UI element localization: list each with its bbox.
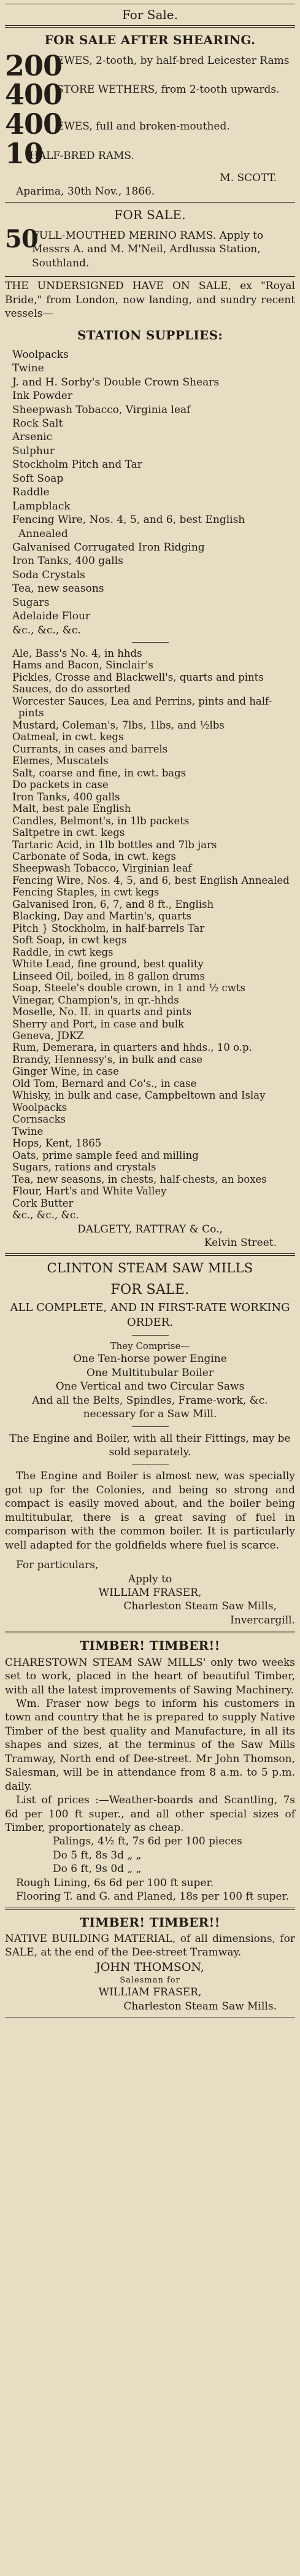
list-item: Stockholm Pitch and Tar — [12, 458, 142, 471]
list-item: Twine — [12, 362, 44, 375]
ad-item — [5, 224, 295, 270]
ad-signer: DALGETY, RATTRAY & Co., — [77, 1223, 223, 1236]
list-item: Moselle, No. II. in quarts and pints — [12, 1006, 192, 1018]
list-item: Geneva, JDKZ — [12, 1030, 84, 1042]
ad-body: Wm. Fraser now begs to inform his customers in town and country that he is prepared to supply Native Timber of the best quality and Manufacture, in all its shapes and sizes, at the terminus of the Saw Mills Tramway, North end of Dee-street. Mr John Thomson, Salesman, will be in attendance from 8 a.m. to 5 p.m. daily. — [5, 1698, 295, 1793]
list-item: Ale, Bass's No. 4, in hhds — [12, 648, 142, 659]
list-item: Sugars — [12, 596, 50, 609]
ad-contact-name: WILLIAM FRASER, — [98, 1986, 202, 1999]
list-item: Soap, Steele's double crown, in 1 and ½ cwts — [12, 982, 246, 994]
list-item: Oatmeal, in cwt. kegs — [12, 731, 124, 743]
ad-rough-lining: Rough Lining, 6s 6d per 100 ft super. — [16, 1876, 214, 1889]
list-item: Pitch } Stockholm, in half-barrels Tar — [12, 922, 205, 934]
ad-item-qty: 50 — [5, 224, 38, 253]
ad-contact-town: Invercargill. — [230, 1614, 295, 1626]
ad-contact-place: Charleston Steam Saw Mills, — [123, 1600, 277, 1613]
price-list — [5, 1835, 295, 1876]
ad-heading: TIMBER! TIMBER!! — [80, 1914, 220, 1930]
comprise-heading: They Comprise— — [110, 1340, 190, 1352]
ad-item-qty: 200 — [5, 48, 63, 82]
ad-heading: STATION SUPPLIES: — [77, 328, 223, 343]
list-item: Arsenic — [12, 431, 53, 444]
section-heading: For Sale. — [122, 7, 178, 22]
list-item: Saltpetre in cwt. kegs — [12, 827, 125, 839]
list-item: Old Tom, Bernard and Co's., in case — [12, 1077, 197, 1089]
ad-timber-charestown — [5, 1633, 295, 1907]
list-item: Galvanised Iron, 6, 7, and 8 ft., English — [12, 898, 214, 910]
list-item: Fencing Wire, Nos. 4, 5, and 6, best English Annealed — [12, 514, 245, 540]
ad-heading: FOR SALE. — [114, 207, 186, 223]
ad-dateline: Aparima, 30th Nov., 1866. — [16, 185, 155, 198]
price-item: Do 5 ft, 8s 3d „ „ — [53, 1849, 142, 1862]
list-item: Iron Tanks, 400 galls — [12, 555, 123, 568]
ad-contact-place: Charleston Steam Saw Mills. — [123, 2000, 277, 2013]
short-divider — [132, 642, 169, 643]
list-item: Raddle, in cwt kegs — [12, 946, 113, 958]
list-item: Malt, best pale English — [12, 803, 131, 815]
list-item: Sugars, rations and crystals — [12, 1161, 156, 1174]
ad-role: Salesman for — [120, 1975, 180, 1985]
list-item: Rum, Demerara, in quarters and hhds., 10 o.p. — [12, 1042, 252, 1054]
list-item: Ginger Wine, in case — [12, 1066, 119, 1078]
list-item: Oats, prime sample feed and milling — [12, 1149, 199, 1161]
list-item: &c., &c., &c. — [12, 1209, 79, 1221]
comprise-item: One Vertical and two Circular Saws — [55, 1380, 245, 1393]
ad-station-supplies — [5, 277, 295, 1253]
ad-item — [5, 107, 295, 141]
list-item: Brandy, Hennessy's, in bulk and case — [12, 1053, 203, 1066]
list-item: Worcester Sauces, Lea and Perrins, pints and half-pints — [12, 695, 272, 719]
price-item: Palings, 4½ ft, 7s 6d per 100 pieces — [53, 1835, 242, 1848]
ad-title: CLINTON STEAM SAW MILLS — [47, 1261, 253, 1276]
comprise-item: One Ten-horse power Engine — [73, 1353, 227, 1366]
ad-item-text: EWES, 2-tooth, by half-bred Leicester Rams — [56, 54, 290, 67]
supplies-list — [5, 348, 295, 637]
list-item: Do packets in case — [12, 779, 109, 791]
list-item: Blacking, Day and Martin's, quarts — [12, 910, 191, 922]
ad-item-qty: 400 — [5, 107, 63, 141]
list-item: White Lead, fine ground, best quality — [12, 958, 204, 970]
ad-clinton-saw-mills — [5, 1256, 295, 1631]
list-item: Fencing Wire, Nos. 4, 5, and 6, best English Annealed — [12, 874, 290, 886]
ad-apply: Apply to — [128, 1572, 172, 1585]
list-item: Adelaide Flour — [12, 610, 91, 623]
ad-item-text: FULL-MOUTHED MERINO RAMS. Apply to Messrs A. and M. M'Neil, Ardlussa Station, Southland. — [32, 229, 264, 269]
price-item: Do 6 ft, 9s 0d „ „ — [53, 1863, 142, 1876]
ad-merino-rams — [5, 203, 295, 276]
ad-contact-name: WILLIAM FRASER, — [98, 1586, 202, 1599]
list-item: Pickles, Crosse and Blackwell's, quarts and pints — [12, 671, 264, 683]
ad-heading: TIMBER! TIMBER!! — [80, 1638, 220, 1654]
ad-item-qty: 10 — [5, 136, 44, 170]
list-item: Sulphur — [12, 444, 55, 457]
ad-particulars: For particulars, — [16, 1559, 99, 1572]
list-item: &c., &c., &c. — [12, 624, 81, 636]
list-item: Sherry and Port, in case and bulk — [12, 1018, 185, 1030]
ad-timber-native — [5, 1910, 295, 2017]
list-item: Ink Powder — [12, 390, 72, 403]
list-item: Tea, new seasons, in chests, half-chests, an boxes — [12, 1173, 267, 1185]
ad-prices-intro: List of prices :—Weather-boards and Scantling, 7s 6d per 100 ft super., and all other special sizes of Timber, proportionately as cheap. — [5, 1794, 295, 1834]
list-item: Candles, Belmont's, in 1lb packets — [12, 814, 190, 827]
list-item: Sheepwash Tobacco, Virginia leaf — [12, 403, 191, 416]
list-item: Cork Butter — [12, 1197, 74, 1209]
ad-flooring: Flooring T. and G. and Planed, 18s per 100 ft super. — [16, 1890, 290, 1903]
list-item: Woolpacks — [12, 1101, 67, 1113]
ad-signer: M. SCOTT. — [220, 171, 277, 184]
list-item: Sauces, do do assorted — [12, 683, 131, 695]
ad-item-text: EWES, full and broken-mouthed. — [56, 120, 230, 133]
ad-body: The Engine and Boiler is almost new, was specially got up for the Colonies, and being so strong and compact is easily moved about, and the boiler being multitubular, there is a great saving of fuel in comparison with the common boiler. It is particularly well adapted for the goldfields where fuel is scarce. — [5, 1470, 295, 1552]
list-item: Currants, in cases and barrels — [12, 743, 168, 755]
list-item: Soft Soap, in cwt kegs — [12, 934, 127, 946]
ad-item-text: HALF-BRED RAMS. — [29, 149, 134, 162]
list-item: Tea, new seasons — [12, 582, 104, 595]
list-item: Carbonate of Soda, in cwt. kegs — [12, 850, 176, 862]
comprise-item: One Multitubular Boiler — [87, 1366, 213, 1379]
list-item: Iron Tanks, 400 galls — [12, 791, 120, 803]
ad-shearing — [5, 28, 295, 202]
ad-item-qty: 400 — [5, 78, 63, 112]
list-item: Flour, Hart's and White Valley — [12, 1185, 167, 1197]
ad-item — [5, 136, 295, 170]
list-item: Cornsacks — [12, 1113, 66, 1126]
list-item: Elemes, Muscatels — [12, 755, 109, 767]
list-item: Vinegar, Champion's, in qr.-hhds — [12, 994, 179, 1006]
ad-intro: THE UNDERSIGNED HAVE ON SALE, ex "Royal Bride," from London, now landing, and sundry recent vessels— — [5, 280, 295, 320]
ad-for-sale: FOR SALE. — [110, 1282, 190, 1298]
list-item: Fencing Staples, in cwt kegs — [12, 886, 160, 899]
list-item: Hops, Kent, 1865 — [12, 1137, 102, 1150]
list-item: Salt, coarse and fine, in cwt. bags — [12, 767, 187, 779]
list-item: Galvanised Corrugated Iron Ridging — [12, 541, 205, 554]
list-item: Soft Soap — [12, 472, 64, 485]
list-item: Rock Salt — [12, 417, 63, 430]
groceries-list — [5, 648, 295, 1221]
list-item: Mustard, Coleman's, 7lbs, 1lbs, and ½lbs — [12, 719, 225, 731]
ad-item — [5, 48, 295, 82]
list-item: Hams and Bacon, Sinclair's — [12, 659, 153, 671]
ad-body: CHARESTOWN STEAM SAW MILLS' only two weeks set to work, placed in the heart of beautiful Timber, with all the latest improvements of Sawing Machinery. — [5, 1656, 295, 1696]
list-item: Twine — [12, 1125, 44, 1137]
ad-item — [5, 78, 295, 112]
comprise-item: And all the Belts, Spindles, Frame-work, &c. necessary for a Saw Mill. — [32, 1394, 268, 1421]
list-item: Woolpacks — [12, 348, 69, 361]
ad-address: Kelvin Street. — [204, 1236, 277, 1249]
ad-sub: ALL COMPLETE, AND IN FIRST-RATE WORKING ORDER. — [10, 1301, 290, 1329]
ad-heading: FOR SALE AFTER SHEARING. — [44, 33, 256, 48]
ad-body: NATIVE BUILDING MATERIAL, of all dimensions, for SALE, at the end of the Dee-street Tramway. — [5, 1932, 295, 1959]
ad-item-text: STORE WETHERS, from 2-tooth upwards. — [56, 83, 280, 96]
list-item: Lampblack — [12, 500, 71, 512]
list-item: Soda Crystals — [12, 568, 85, 581]
short-divider — [132, 1426, 169, 1427]
list-item: Sheepwash Tobacco, Virginian leaf — [12, 862, 192, 875]
list-item: J. and H. Sorby's Double Crown Shears — [12, 376, 220, 389]
ad-signer: JOHN THOMSON, — [96, 1960, 204, 1974]
list-item: Tartaric Acid, in 1lb bottles and 7lb jars — [12, 838, 217, 851]
list-item: Raddle — [12, 486, 50, 499]
list-item: Whisky, in bulk and case, Campbeltown and Islay — [12, 1089, 266, 1102]
short-divider — [132, 1335, 169, 1336]
ad-note: The Engine and Boiler, with all their Fittings, may be sold separately. — [9, 1432, 291, 1459]
list-item: Linseed Oil, boiled, in 8 gallon drums — [12, 970, 205, 982]
